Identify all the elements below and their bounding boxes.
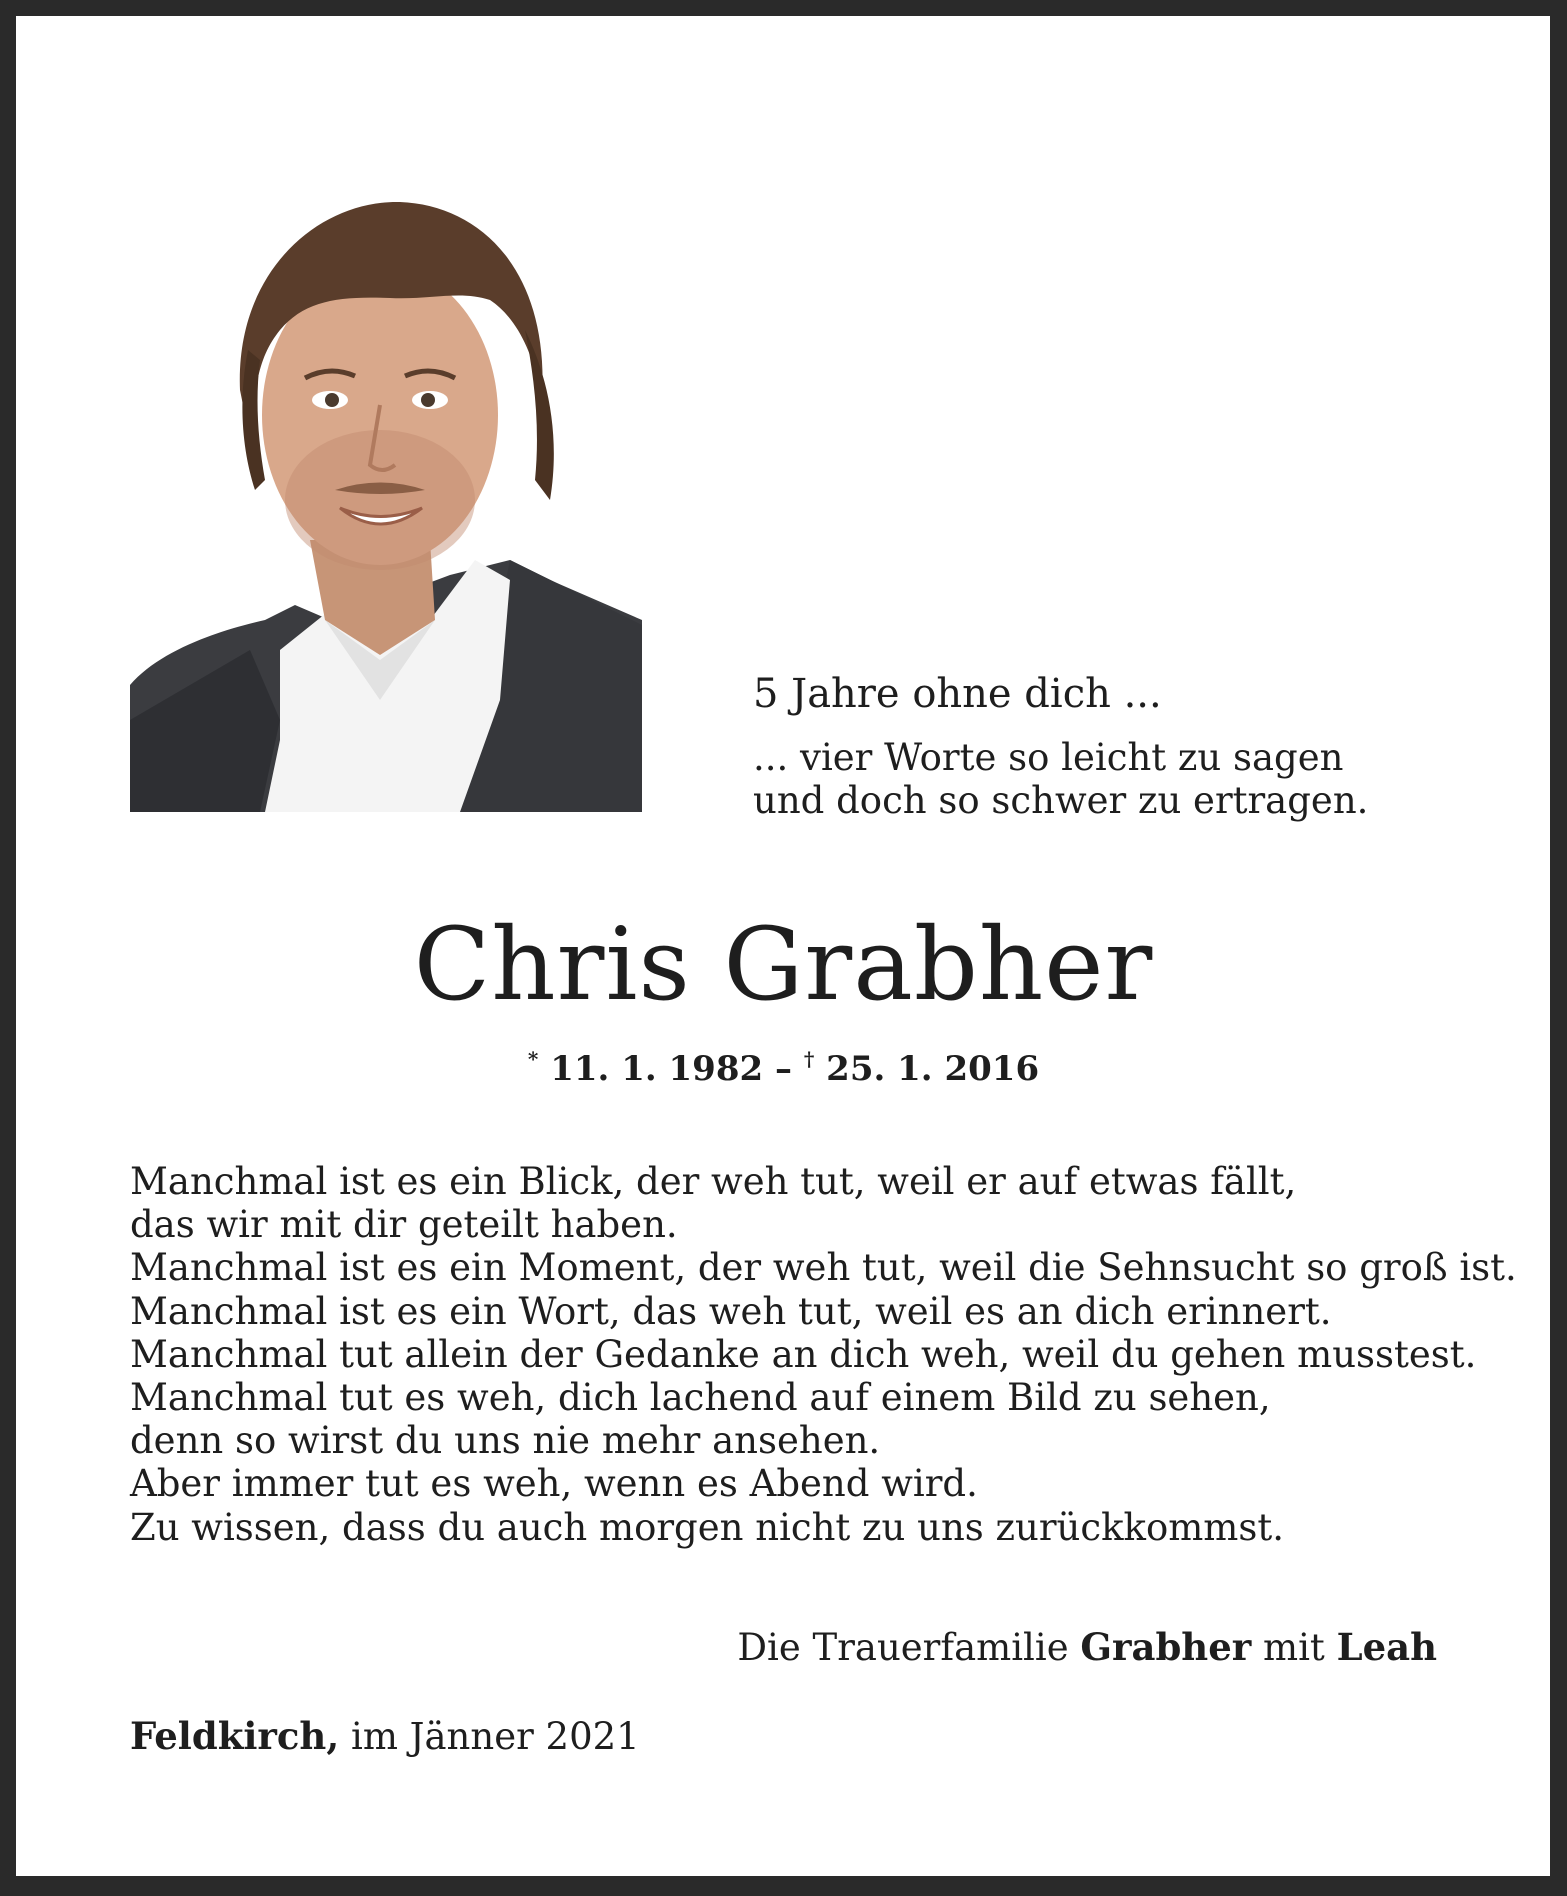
place: Feldkirch, — [130, 1714, 340, 1758]
deceased-name: Chris Grabher — [413, 906, 1154, 1023]
poem-line: Manchmal ist es ein Blick, der weh tut, weil er auf etwas fällt, — [130, 1160, 1297, 1203]
birth-symbol: * — [527, 1047, 539, 1071]
poem-line: Manchmal ist es ein Wort, das weh tut, weil es an dich erinnert. — [130, 1289, 1332, 1333]
date-text: im Jänner 2021 — [339, 1715, 640, 1758]
death-date: 25. 1. 2016 — [826, 1049, 1040, 1089]
birth-date: 11. 1. 1982 — [550, 1049, 764, 1089]
poem-line: denn so wirst du uns nie mehr ansehen. — [130, 1419, 881, 1463]
poem-line: Manchmal tut es weh, dich lachend auf einem Bild zu sehen, — [130, 1376, 1271, 1420]
poem-line: Manchmal tut allein der Gedanke an dich weh, weil du gehen musstest. — [130, 1332, 1477, 1376]
subquote-line: ... vier Worte so leicht zu sagen — [753, 736, 1344, 779]
life-dates — [0, 1036, 1567, 1092]
signature-prefix: Die Trauerfamilie — [737, 1626, 1081, 1669]
portrait-photo — [130, 180, 642, 812]
place-date — [130, 1712, 640, 1761]
family-signature — [737, 1623, 1437, 1672]
portrait-photo-icon — [130, 180, 642, 812]
poem-line: Aber immer tut es weh, wenn es Abend wird. — [130, 1462, 978, 1506]
poem-line: das wir mit dir geteilt haben. — [130, 1203, 678, 1247]
death-symbol: † — [803, 1047, 815, 1071]
poem-line: Zu wissen, dass du auch morgen nicht zu uns zurückkommst. — [130, 1505, 1285, 1549]
subquote-line: und doch so schwer zu ertragen. — [753, 779, 1369, 822]
poem-line: Manchmal ist es ein Moment, der weh tut, weil die Sehnsucht so groß ist. — [130, 1246, 1517, 1290]
memorial-poem — [130, 1160, 1517, 1549]
memorial-heading: 5 Jahre ohne dich ... — [753, 671, 1162, 717]
date-separator: – — [775, 1049, 792, 1089]
signature-middle: mit — [1251, 1626, 1337, 1669]
memorial-subquote — [753, 736, 1368, 822]
family-name: Grabher — [1080, 1625, 1252, 1669]
child-name: Leah — [1336, 1625, 1437, 1669]
